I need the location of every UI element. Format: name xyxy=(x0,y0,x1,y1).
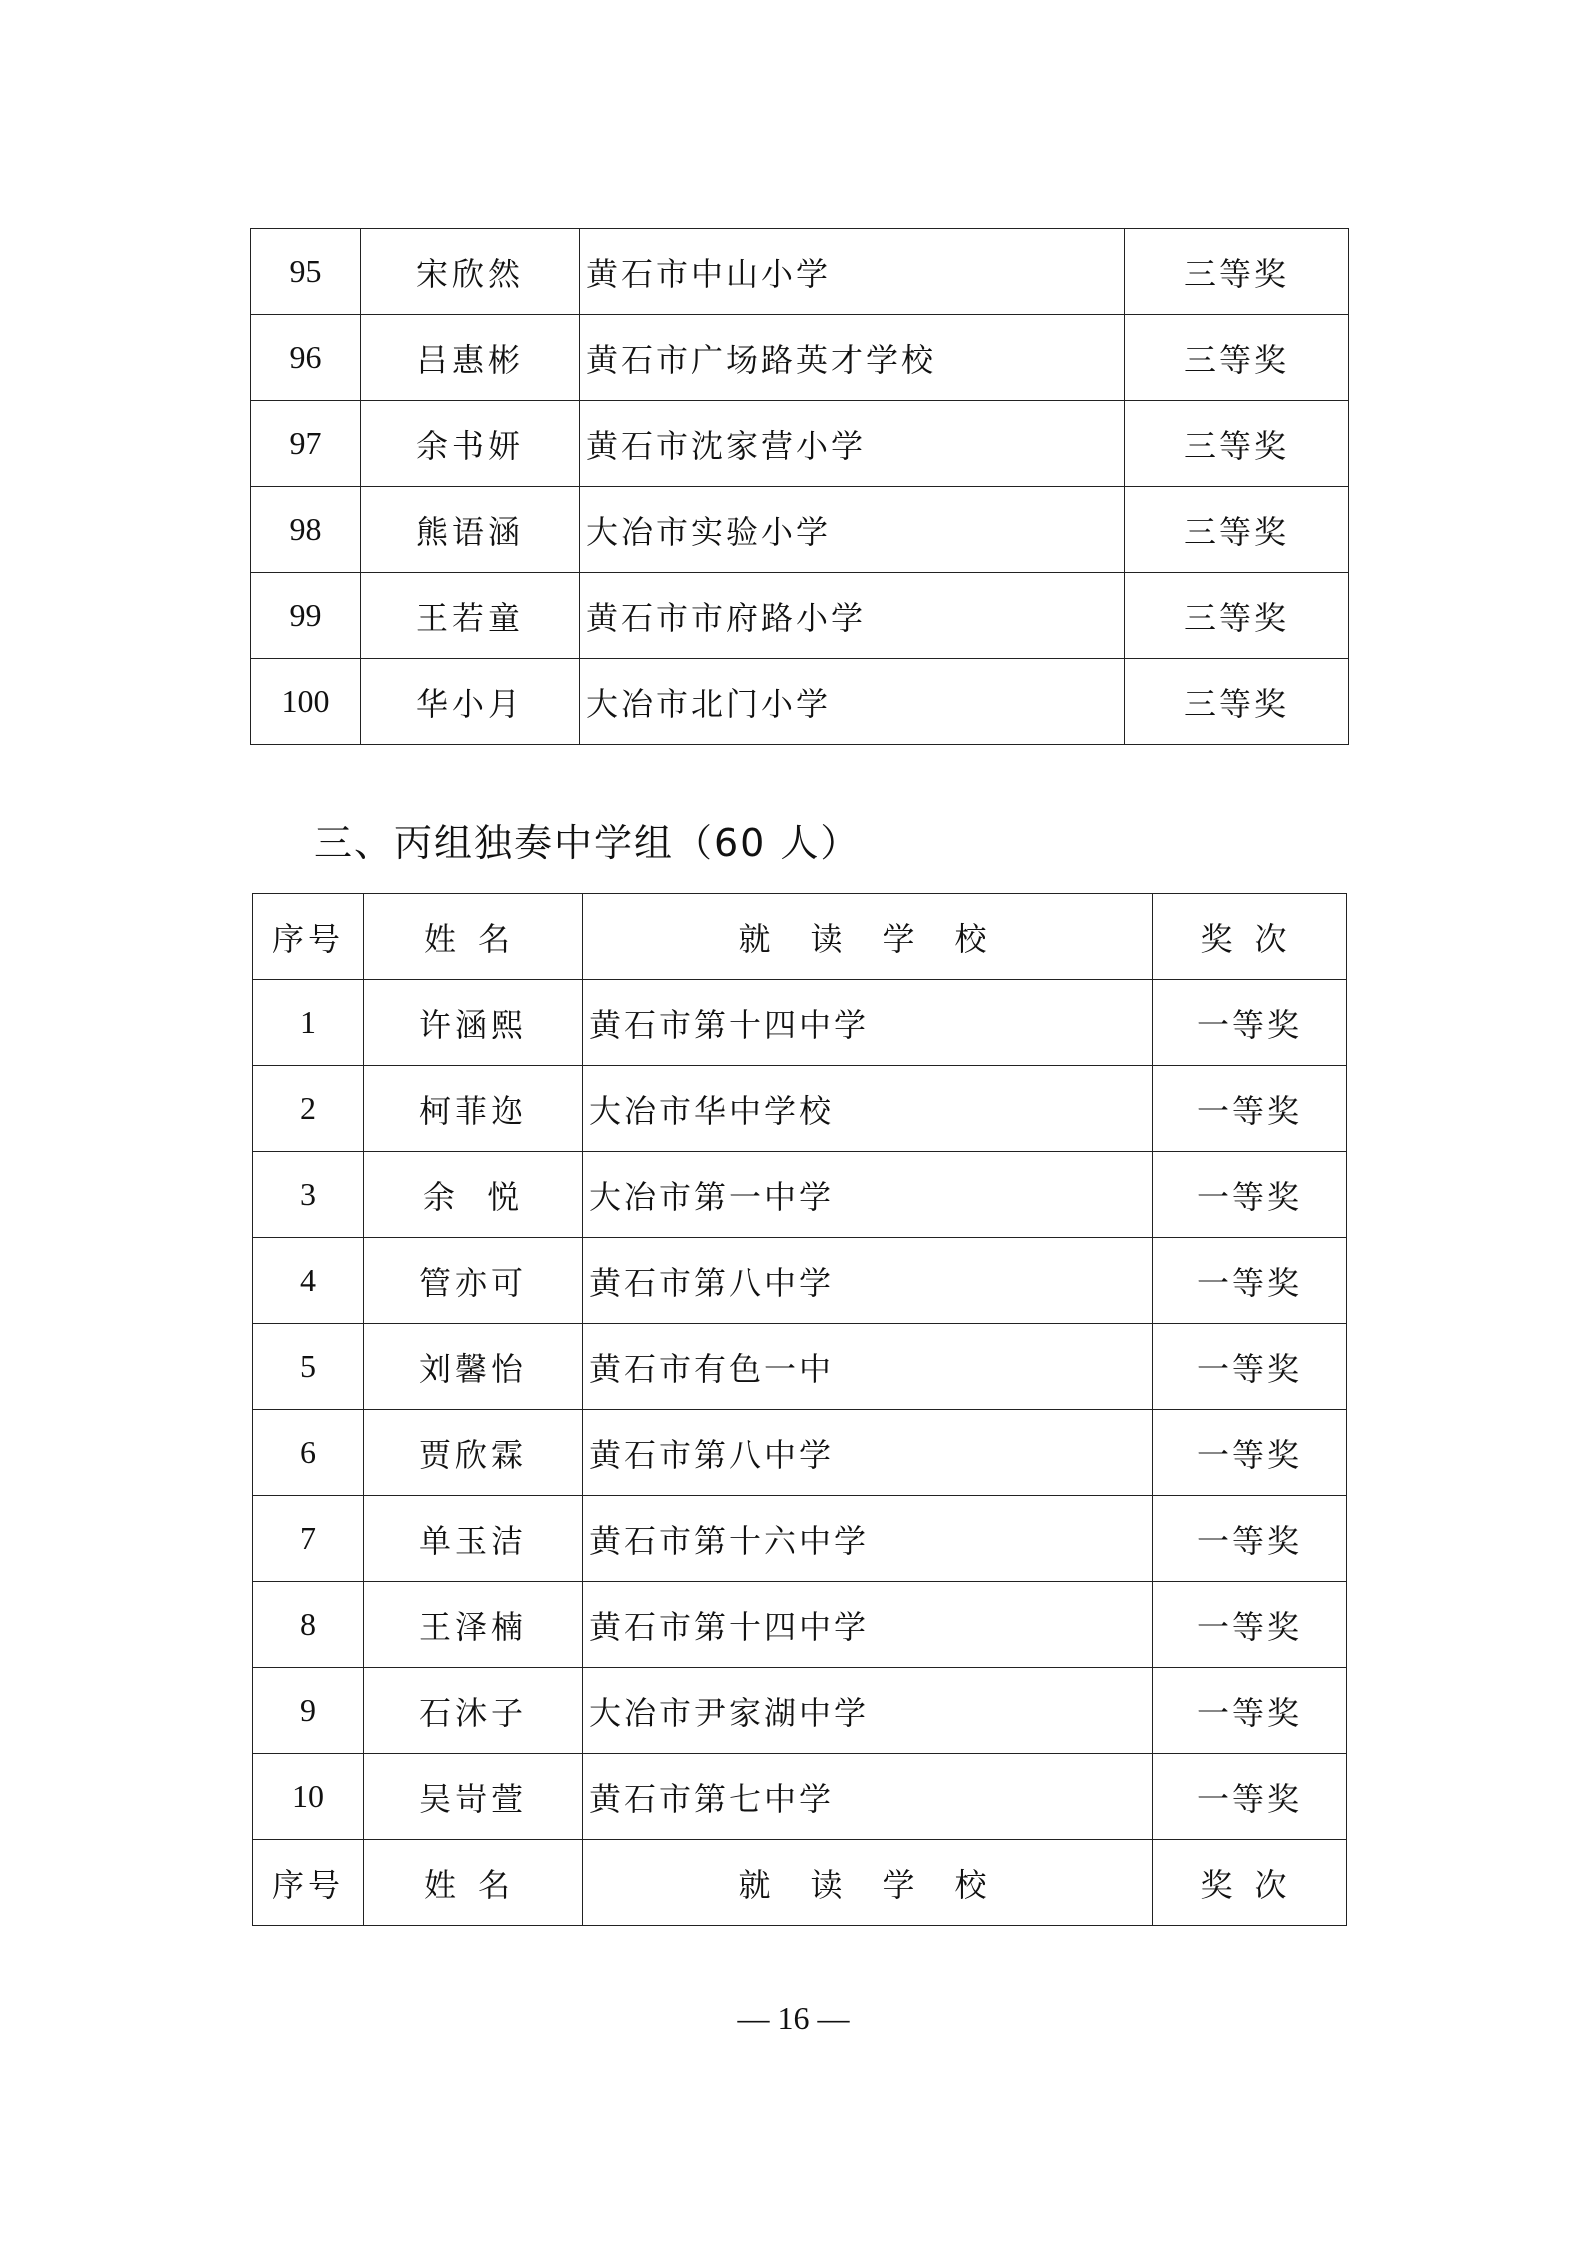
award-level: 一等奖 xyxy=(1153,1754,1347,1840)
row-number: 100 xyxy=(251,659,361,745)
student-name: 贾欣霖 xyxy=(364,1410,583,1496)
table-row xyxy=(253,1238,1347,1324)
row-number: 95 xyxy=(251,229,361,315)
table-row xyxy=(253,1668,1347,1754)
table-row xyxy=(253,1152,1347,1238)
award-level: 一等奖 xyxy=(1153,1152,1347,1238)
column-header-number: 序号 xyxy=(253,894,364,980)
row-number: 1 xyxy=(253,980,364,1066)
student-name: 华小月 xyxy=(361,659,580,745)
award-level: 一等奖 xyxy=(1153,1324,1347,1410)
row-number: 2 xyxy=(253,1066,364,1152)
student-name: 单玉洁 xyxy=(364,1496,583,1582)
row-number: 9 xyxy=(253,1668,364,1754)
row-number: 98 xyxy=(251,487,361,573)
award-level: 一等奖 xyxy=(1153,1496,1347,1582)
school-name: 大冶市第一中学 xyxy=(583,1152,1153,1238)
award-level: 一等奖 xyxy=(1153,1582,1347,1668)
school-name: 黄石市中山小学 xyxy=(580,229,1125,315)
row-number: 99 xyxy=(251,573,361,659)
row-number: 3 xyxy=(253,1152,364,1238)
column-header-school: 就读学校 xyxy=(583,894,1153,980)
student-name: 宋欣然 xyxy=(361,229,580,315)
award-level: 三等奖 xyxy=(1125,659,1349,745)
student-name: 熊语涵 xyxy=(361,487,580,573)
table-header-row-repeat xyxy=(253,1840,1347,1926)
award-level: 三等奖 xyxy=(1125,229,1349,315)
column-header-award: 奖次 xyxy=(1153,894,1347,980)
page-number: — 16 — xyxy=(737,2000,850,2036)
award-level: 一等奖 xyxy=(1153,1238,1347,1324)
student-name: 管亦可 xyxy=(364,1238,583,1324)
student-name: 石沐子 xyxy=(364,1668,583,1754)
row-number: 6 xyxy=(253,1410,364,1496)
school-name: 黄石市第十六中学 xyxy=(583,1496,1153,1582)
table-row xyxy=(253,980,1347,1066)
award-level: 一等奖 xyxy=(1153,1668,1347,1754)
column-header-award: 奖次 xyxy=(1153,1840,1347,1926)
table-row xyxy=(253,1582,1347,1668)
student-name: 刘馨怡 xyxy=(364,1324,583,1410)
school-name: 黄石市第十四中学 xyxy=(583,1582,1153,1668)
row-number: 97 xyxy=(251,401,361,487)
award-table-middle-school xyxy=(252,893,1347,1926)
student-name: 余书妍 xyxy=(361,401,580,487)
table-row xyxy=(253,1324,1347,1410)
student-name: 吴岢萱 xyxy=(364,1754,583,1840)
school-name: 大冶市华中学校 xyxy=(583,1066,1153,1152)
row-number: 4 xyxy=(253,1238,364,1324)
row-number: 7 xyxy=(253,1496,364,1582)
student-name: 吕惠彬 xyxy=(361,315,580,401)
table-row xyxy=(253,1066,1347,1152)
school-name: 黄石市第八中学 xyxy=(583,1410,1153,1496)
school-name: 黄石市沈家营小学 xyxy=(580,401,1125,487)
award-level: 一等奖 xyxy=(1153,1066,1347,1152)
school-name: 黄石市第七中学 xyxy=(583,1754,1153,1840)
section-title: 三、丙组独奏中学组（60 人） xyxy=(314,821,861,865)
award-level: 三等奖 xyxy=(1125,315,1349,401)
student-name: 柯菲迩 xyxy=(364,1066,583,1152)
award-level: 一等奖 xyxy=(1153,980,1347,1066)
school-name: 大冶市实验小学 xyxy=(580,487,1125,573)
school-name: 大冶市北门小学 xyxy=(580,659,1125,745)
table-row xyxy=(253,1754,1347,1840)
award-table-primary-continued xyxy=(250,228,1349,745)
table-row xyxy=(251,229,1349,315)
student-name: 王泽楠 xyxy=(364,1582,583,1668)
school-name: 黄石市广场路英才学校 xyxy=(580,315,1125,401)
student-name: 余 悦 xyxy=(364,1152,583,1238)
table-row xyxy=(253,1496,1347,1582)
student-name: 王若童 xyxy=(361,573,580,659)
column-header-name: 姓名 xyxy=(364,894,583,980)
table-row xyxy=(251,659,1349,745)
column-header-school: 就读学校 xyxy=(583,1840,1153,1926)
row-number: 96 xyxy=(251,315,361,401)
school-name: 黄石市市府路小学 xyxy=(580,573,1125,659)
school-name: 黄石市有色一中 xyxy=(583,1324,1153,1410)
table-header-row xyxy=(253,894,1347,980)
school-name: 黄石市第十四中学 xyxy=(583,980,1153,1066)
table-row xyxy=(251,487,1349,573)
column-header-number: 序号 xyxy=(253,1840,364,1926)
table-row xyxy=(251,401,1349,487)
table-row xyxy=(253,1410,1347,1496)
student-name: 许涵熙 xyxy=(364,980,583,1066)
table-row xyxy=(251,315,1349,401)
row-number: 8 xyxy=(253,1582,364,1668)
table-row xyxy=(251,573,1349,659)
award-level: 一等奖 xyxy=(1153,1410,1347,1496)
award-level: 三等奖 xyxy=(1125,573,1349,659)
award-level: 三等奖 xyxy=(1125,401,1349,487)
column-header-name: 姓名 xyxy=(364,1840,583,1926)
school-name: 黄石市第八中学 xyxy=(583,1238,1153,1324)
row-number: 5 xyxy=(253,1324,364,1410)
school-name: 大冶市尹家湖中学 xyxy=(583,1668,1153,1754)
award-level: 三等奖 xyxy=(1125,487,1349,573)
row-number: 10 xyxy=(253,1754,364,1840)
